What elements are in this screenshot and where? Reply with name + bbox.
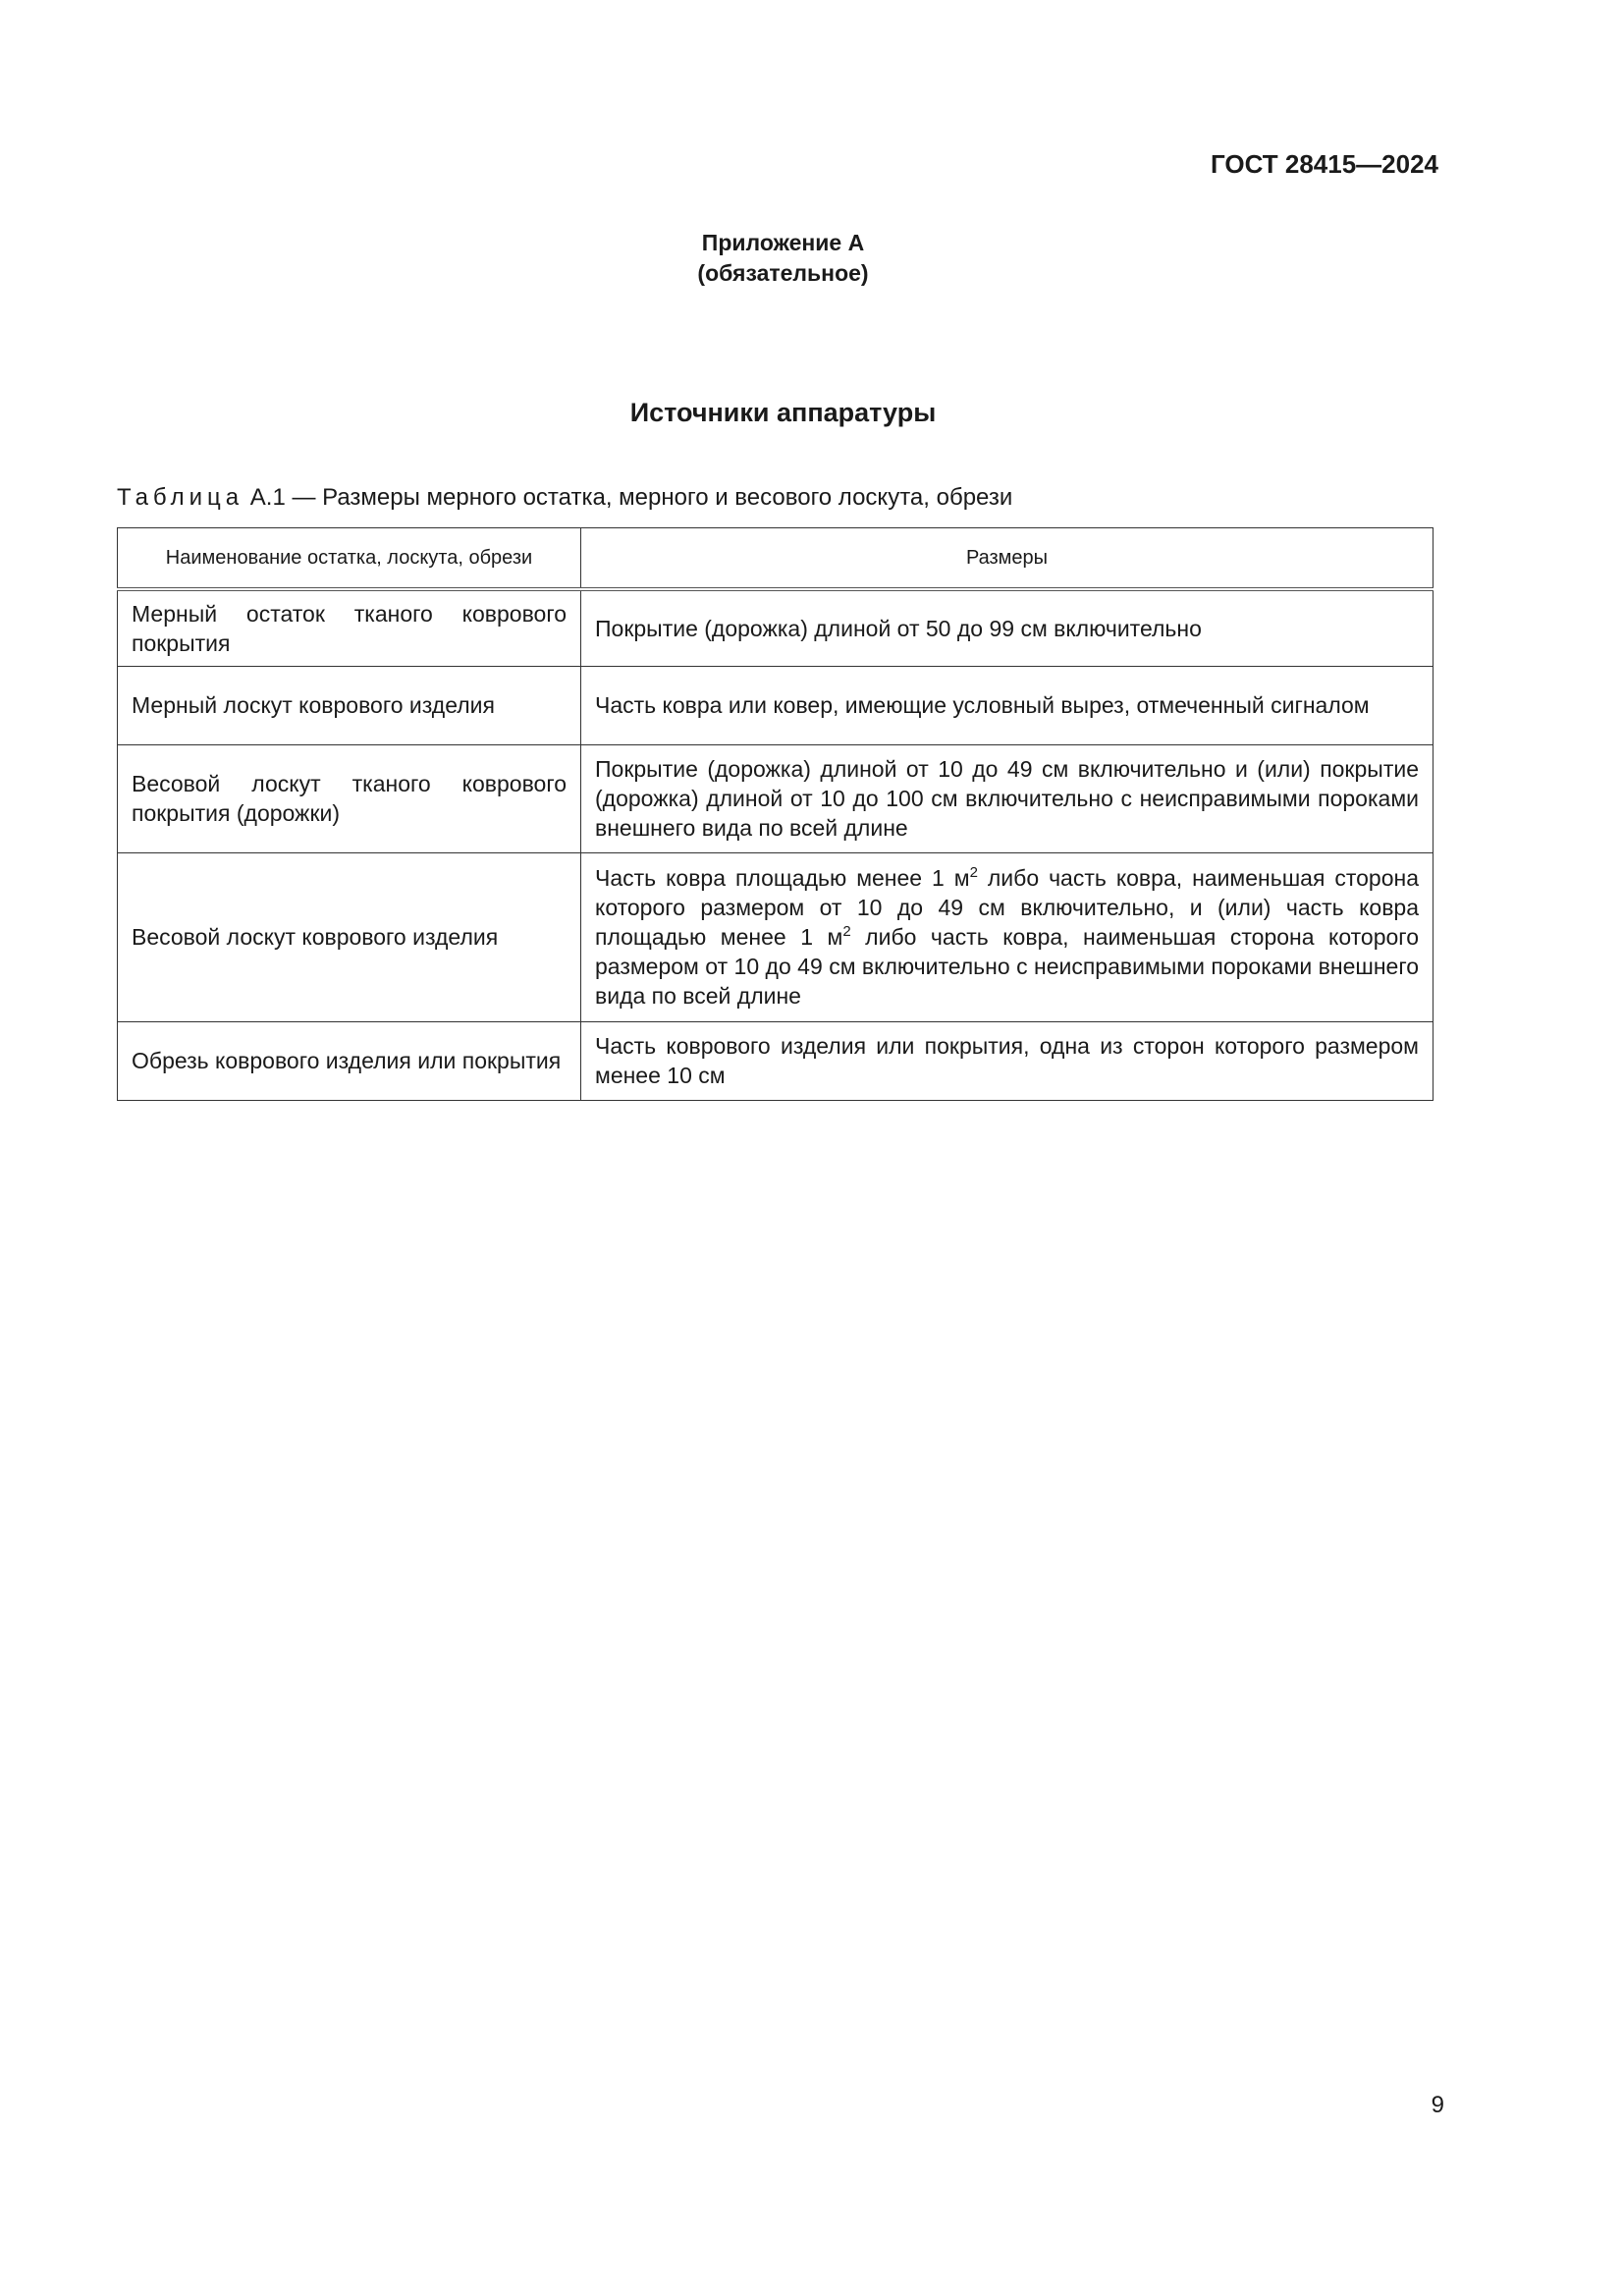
appendix-title: Приложение А — [701, 230, 865, 255]
superscript-exponent: 2 — [969, 864, 978, 881]
document-standard-number: ГОСТ 28415—2024 — [1211, 149, 1438, 179]
cell-name: Весовой лоскут коврового изделия — [118, 852, 581, 1021]
cell-name: Весовой лоскут тканого коврового покрытия (дорожки) — [118, 744, 581, 852]
table-row — [118, 744, 1434, 852]
cell-size-text: либо часть ковра, наименьшая сторона которого размером от 10 до 49 см включительно с неисправимыми пороками внешнего вида по всей длине — [595, 924, 1419, 1009]
cell-size — [581, 852, 1434, 1021]
cell-size: Покрытие (дорожка) длиной от 50 до 99 см включительно — [581, 589, 1434, 666]
table-caption-text: А.1 — Размеры мерного остатка, мерного и весового лоскута, обрези — [243, 484, 1013, 511]
cell-size-text: либо часть ковра, наименьшая сторона которого размером от 10 до 49 см включительно, и (или) часть ковра площадью менее 1 м — [595, 865, 1419, 950]
dimensions-table — [117, 527, 1434, 1101]
cell-size: Часть ковра или ковер, имеющие условный вырез, отмеченный сигналом — [581, 666, 1434, 744]
appendix-heading — [0, 228, 1566, 289]
column-header-size: Размеры — [581, 528, 1434, 590]
section-title: Источники аппаратуры — [629, 398, 937, 427]
table-row — [118, 1021, 1434, 1100]
table-header-row — [118, 528, 1434, 590]
table-caption — [117, 484, 1012, 512]
cell-name: Мерный остаток тканого коврового покрытия — [118, 589, 581, 666]
cell-size: Часть коврового изделия или покрытия, одна из сторон которого размером менее 10 см — [581, 1021, 1434, 1100]
column-header-name: Наименование остатка, лоскута, обрези — [118, 528, 581, 590]
cell-size-text: Часть ковра площадью менее 1 м — [595, 865, 970, 891]
table-row — [118, 852, 1434, 1021]
table-row — [118, 589, 1434, 666]
cell-name: Обрезь коврового изделия или покрытия — [118, 1021, 581, 1100]
table-row — [118, 666, 1434, 744]
superscript-exponent: 2 — [842, 923, 851, 940]
page-number: 9 — [1431, 2092, 1444, 2118]
appendix-status: (обязательное) — [697, 260, 869, 286]
table-caption-label: Таблица — [117, 484, 244, 511]
cell-name: Мерный лоскут коврового изделия — [118, 666, 581, 744]
cell-size: Покрытие (дорожка) длиной от 10 до 49 см включительно и (или) покрытие (дорожка) длиной от 10 до 100 см включительно с неисправимыми пороками внешнего вида по всей длине — [581, 744, 1434, 852]
